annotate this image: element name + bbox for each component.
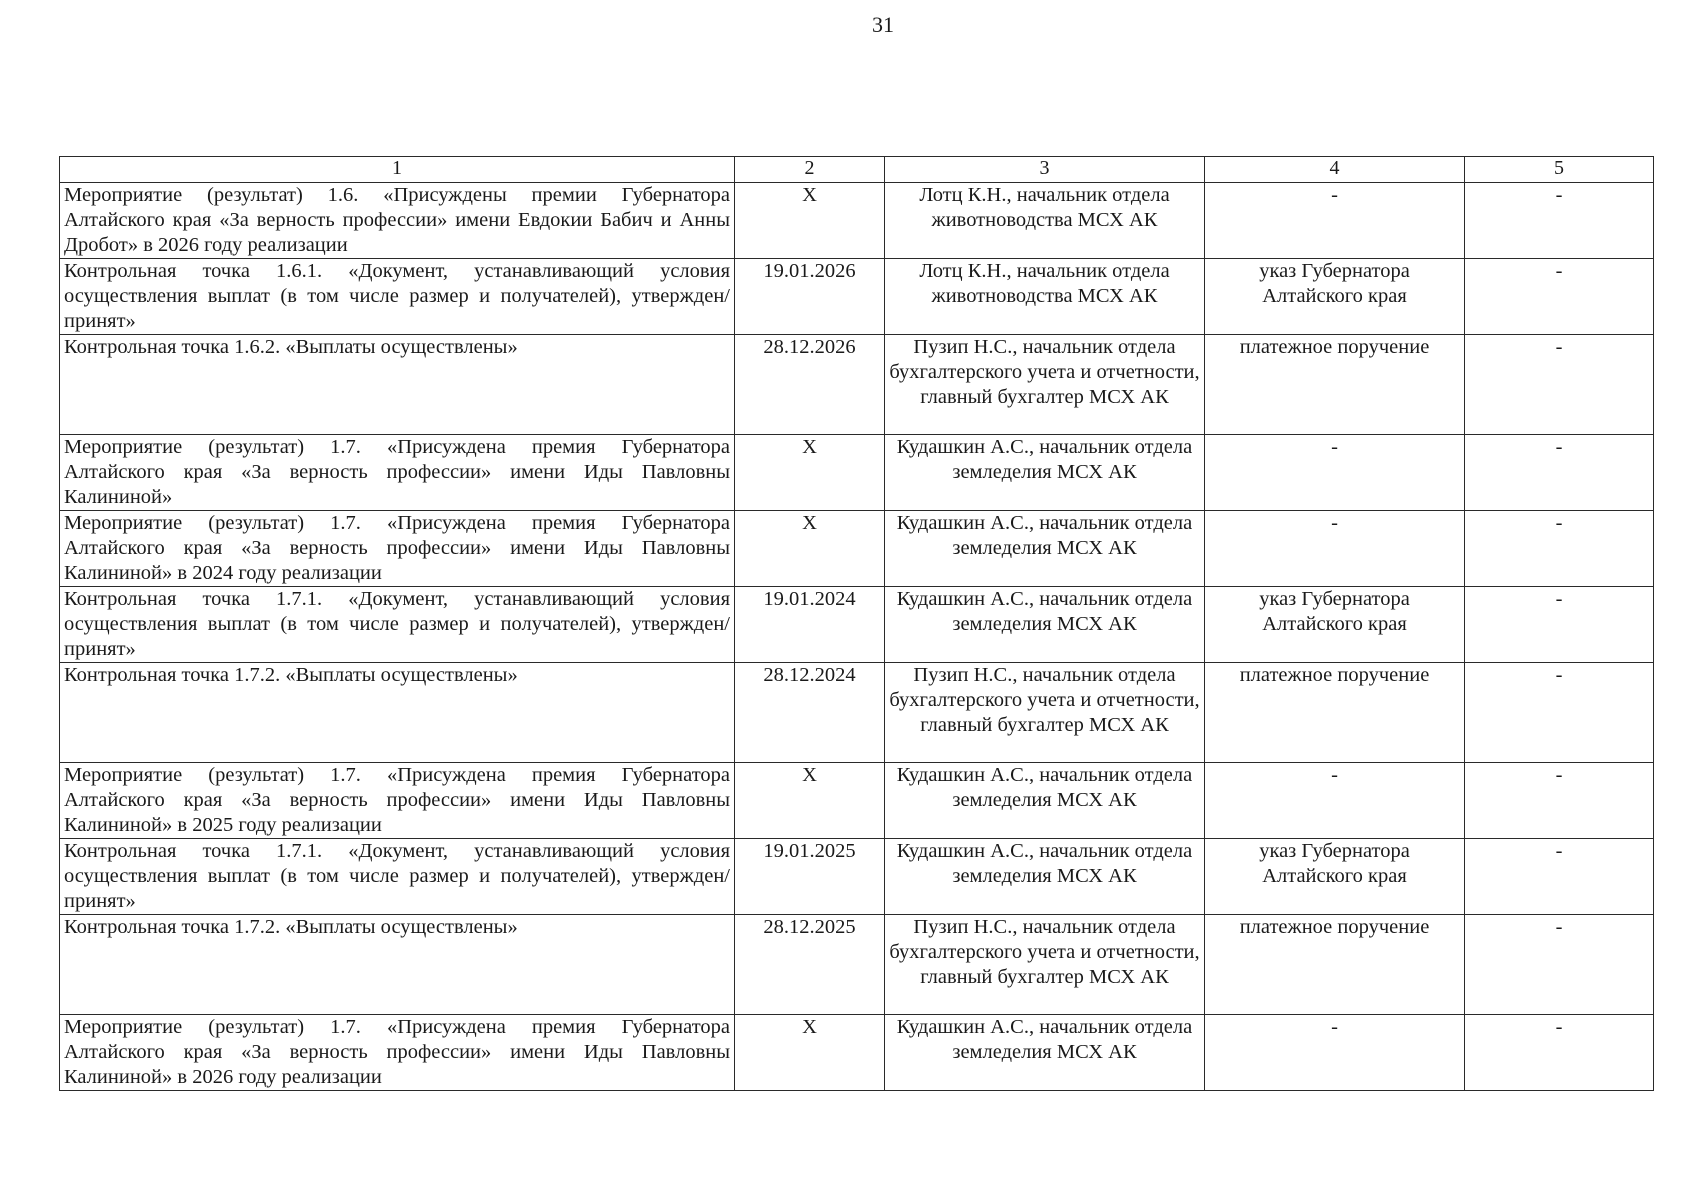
event-cell: Мероприятие (результат) 1.7. «Присуждена премия Губернатора Алтайского края «За верность профессии» имени Иды Павловны Калининой» <box>60 435 735 511</box>
date-cell: 28.12.2025 <box>735 915 885 1015</box>
event-cell: Контрольная точка 1.7.2. «Выплаты осуществлены» <box>60 663 735 763</box>
document-cell: указ Губернатора Алтайского края <box>1205 259 1465 335</box>
column-5-cell: - <box>1465 335 1654 435</box>
event-cell: Мероприятие (результат) 1.7. «Присуждена премия Губернатора Алтайского края «За верность профессии» имени Иды Павловны Калининой» в 2026 году реализации <box>60 1015 735 1091</box>
table-row <box>60 335 1654 435</box>
date-cell: 19.01.2026 <box>735 259 885 335</box>
event-cell: Контрольная точка 1.7.1. «Документ, устанавливающий условия осуществления выплат (в том числе размер и получателей), утвержден/принят» <box>60 839 735 915</box>
event-cell: Контрольная точка 1.7.2. «Выплаты осуществлены» <box>60 915 735 1015</box>
event-cell: Контрольная точка 1.7.1. «Документ, устанавливающий условия осуществления выплат (в том числе размер и получателей), утвержден/принят» <box>60 587 735 663</box>
column-5-cell: - <box>1465 763 1654 839</box>
date-cell: 19.01.2024 <box>735 587 885 663</box>
date-cell: 28.12.2024 <box>735 663 885 763</box>
responsible-cell: Кудашкин А.С., начальник отдела земледелия МСХ АК <box>885 839 1205 915</box>
plan-table <box>59 156 1654 1091</box>
date-cell: X <box>735 1015 885 1091</box>
document-cell: - <box>1205 511 1465 587</box>
table-row <box>60 1015 1654 1091</box>
date-cell: X <box>735 511 885 587</box>
event-cell: Мероприятие (результат) 1.7. «Присуждена премия Губернатора Алтайского края «За верность профессии» имени Иды Павловны Калининой» в 2024 году реализации <box>60 511 735 587</box>
responsible-cell: Кудашкин А.С., начальник отдела земледелия МСХ АК <box>885 435 1205 511</box>
table-row <box>60 587 1654 663</box>
responsible-cell: Лотц К.Н., начальник отдела животноводства МСХ АК <box>885 183 1205 259</box>
table-row <box>60 511 1654 587</box>
column-header-5: 5 <box>1465 157 1654 183</box>
column-header-4: 4 <box>1205 157 1465 183</box>
column-header-1: 1 <box>60 157 735 183</box>
column-header-2: 2 <box>735 157 885 183</box>
column-header-3: 3 <box>885 157 1205 183</box>
document-cell: - <box>1205 763 1465 839</box>
event-cell: Мероприятие (результат) 1.7. «Присуждена премия Губернатора Алтайского края «За верность профессии» имени Иды Павловны Калининой» в 2025 году реализации <box>60 763 735 839</box>
document-cell: платежное поручение <box>1205 915 1465 1015</box>
date-cell: X <box>735 183 885 259</box>
document-cell: указ Губернатора Алтайского края <box>1205 839 1465 915</box>
responsible-cell: Кудашкин А.С., начальник отдела земледелия МСХ АК <box>885 587 1205 663</box>
table-row <box>60 663 1654 763</box>
responsible-cell: Пузип Н.С., начальник отдела бухгалтерского учета и отчетности, главный бухгалтер МСХ АК <box>885 335 1205 435</box>
responsible-cell: Пузип Н.С., начальник отдела бухгалтерского учета и отчетности, главный бухгалтер МСХ АК <box>885 663 1205 763</box>
table-row <box>60 839 1654 915</box>
responsible-cell: Кудашкин А.С., начальник отдела земледелия МСХ АК <box>885 763 1205 839</box>
event-cell: Контрольная точка 1.6.1. «Документ, устанавливающий условия осуществления выплат (в том числе размер и получателей), утвержден/принят» <box>60 259 735 335</box>
date-cell: 28.12.2026 <box>735 335 885 435</box>
date-cell: 19.01.2025 <box>735 839 885 915</box>
event-cell: Контрольная точка 1.6.2. «Выплаты осуществлены» <box>60 335 735 435</box>
responsible-cell: Пузип Н.С., начальник отдела бухгалтерского учета и отчетности, главный бухгалтер МСХ АК <box>885 915 1205 1015</box>
document-cell: платежное поручение <box>1205 335 1465 435</box>
event-cell: Мероприятие (результат) 1.6. «Присуждены премии Губернатора Алтайского края «За верность профессии» имени Евдокии Бабич и Анны Дробот» в 2026 году реализации <box>60 183 735 259</box>
responsible-cell: Кудашкин А.С., начальник отдела земледелия МСХ АК <box>885 1015 1205 1091</box>
document-cell: - <box>1205 435 1465 511</box>
page-number: 31 <box>872 12 894 37</box>
document-cell: - <box>1205 1015 1465 1091</box>
column-5-cell: - <box>1465 511 1654 587</box>
column-5-cell: - <box>1465 435 1654 511</box>
column-5-cell: - <box>1465 259 1654 335</box>
column-5-cell: - <box>1465 587 1654 663</box>
column-5-cell: - <box>1465 1015 1654 1091</box>
column-5-cell: - <box>1465 183 1654 259</box>
table-row <box>60 435 1654 511</box>
column-5-cell: - <box>1465 839 1654 915</box>
responsible-cell: Лотц К.Н., начальник отдела животноводства МСХ АК <box>885 259 1205 335</box>
table-row <box>60 763 1654 839</box>
date-cell: X <box>735 763 885 839</box>
table-row <box>60 915 1654 1015</box>
column-5-cell: - <box>1465 663 1654 763</box>
column-5-cell: - <box>1465 915 1654 1015</box>
document-cell: - <box>1205 183 1465 259</box>
table-row <box>60 183 1654 259</box>
responsible-cell: Кудашкин А.С., начальник отдела земледелия МСХ АК <box>885 511 1205 587</box>
document-cell: платежное поручение <box>1205 663 1465 763</box>
table-row <box>60 259 1654 335</box>
table-header-row <box>60 157 1654 183</box>
date-cell: X <box>735 435 885 511</box>
document-cell: указ Губернатора Алтайского края <box>1205 587 1465 663</box>
